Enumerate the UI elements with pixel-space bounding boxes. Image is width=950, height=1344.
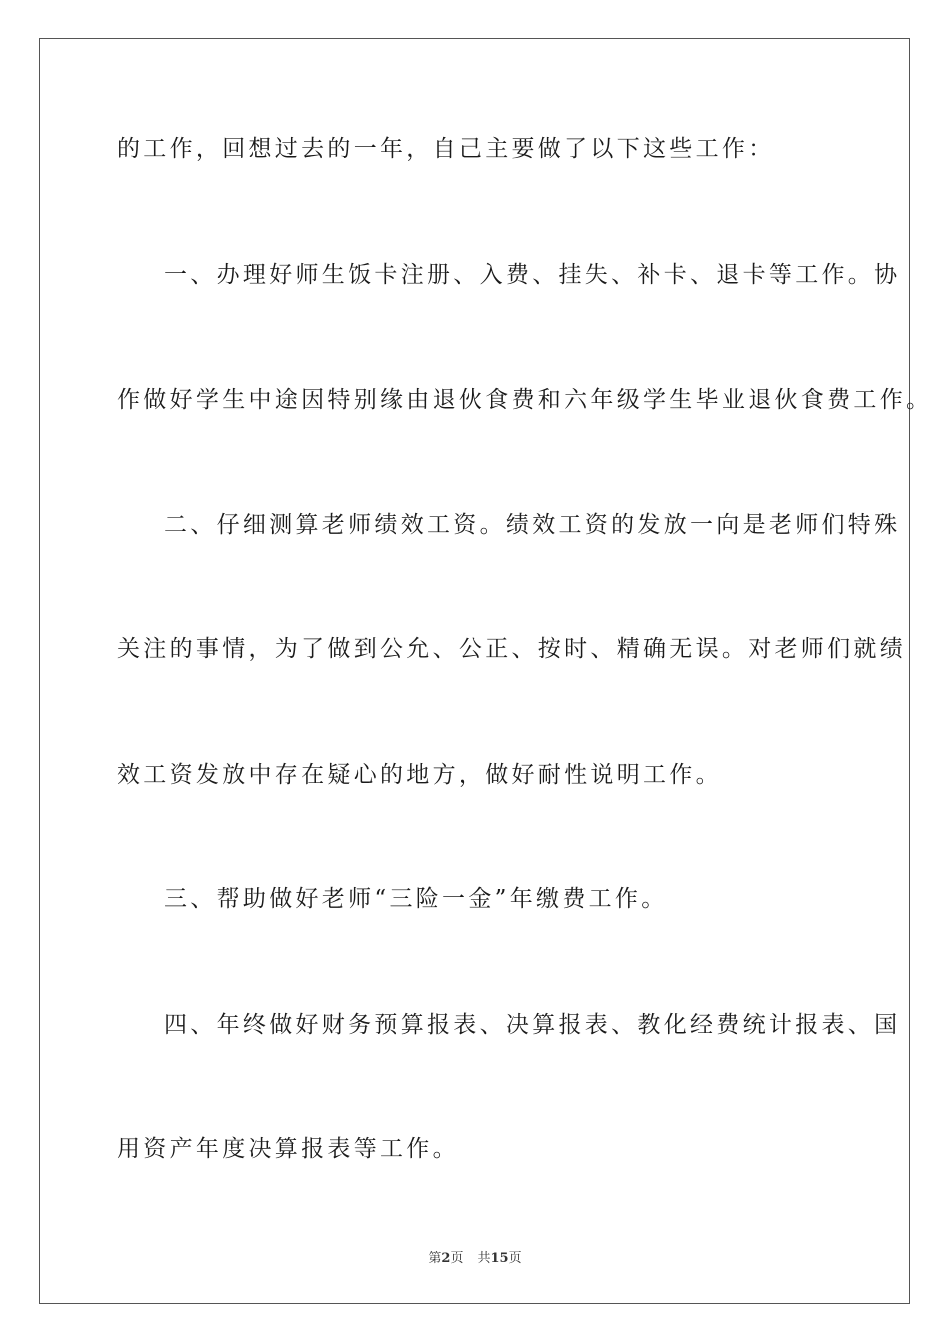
total-prefix: 共 [477,1251,491,1266]
page-border [39,38,910,1304]
text-line-1: 的工作，回想过去的一年，自己主要做了以下这些工作： [117,136,775,162]
page-prefix: 第 [428,1251,442,1266]
page-current: 2 [441,1251,451,1266]
text-line-2: 一、办理好师生饭卡注册、入费、挂失、补卡、退卡等工作。协 [164,262,901,288]
page-suffix: 页 [450,1251,464,1266]
text-line-8: 四、年终做好财务预算报表、决算报表、教化经费统计报表、国 [164,1012,901,1038]
page-total: 15 [490,1251,509,1266]
page-footer [0,1247,950,1266]
total-suffix: 页 [508,1251,522,1266]
text-line-7: 三、帮助做好老师“三险一金”年缴费工作。 [164,886,668,912]
text-line-3: 作做好学生中途因特别缘由退伙食费和六年级学生毕业退伙食费工作。 [117,387,933,413]
text-line-9: 用资产年度决算报表等工作。 [117,1136,459,1162]
text-line-5: 关注的事情，为了做到公允、公正、按时、精确无误。对老师们就绩 [117,636,906,662]
text-line-4: 二、仔细测算老师绩效工资。绩效工资的发放一向是老师们特殊 [164,512,901,538]
text-line-6: 效工资发放中存在疑心的地方，做好耐性说明工作。 [117,762,722,788]
